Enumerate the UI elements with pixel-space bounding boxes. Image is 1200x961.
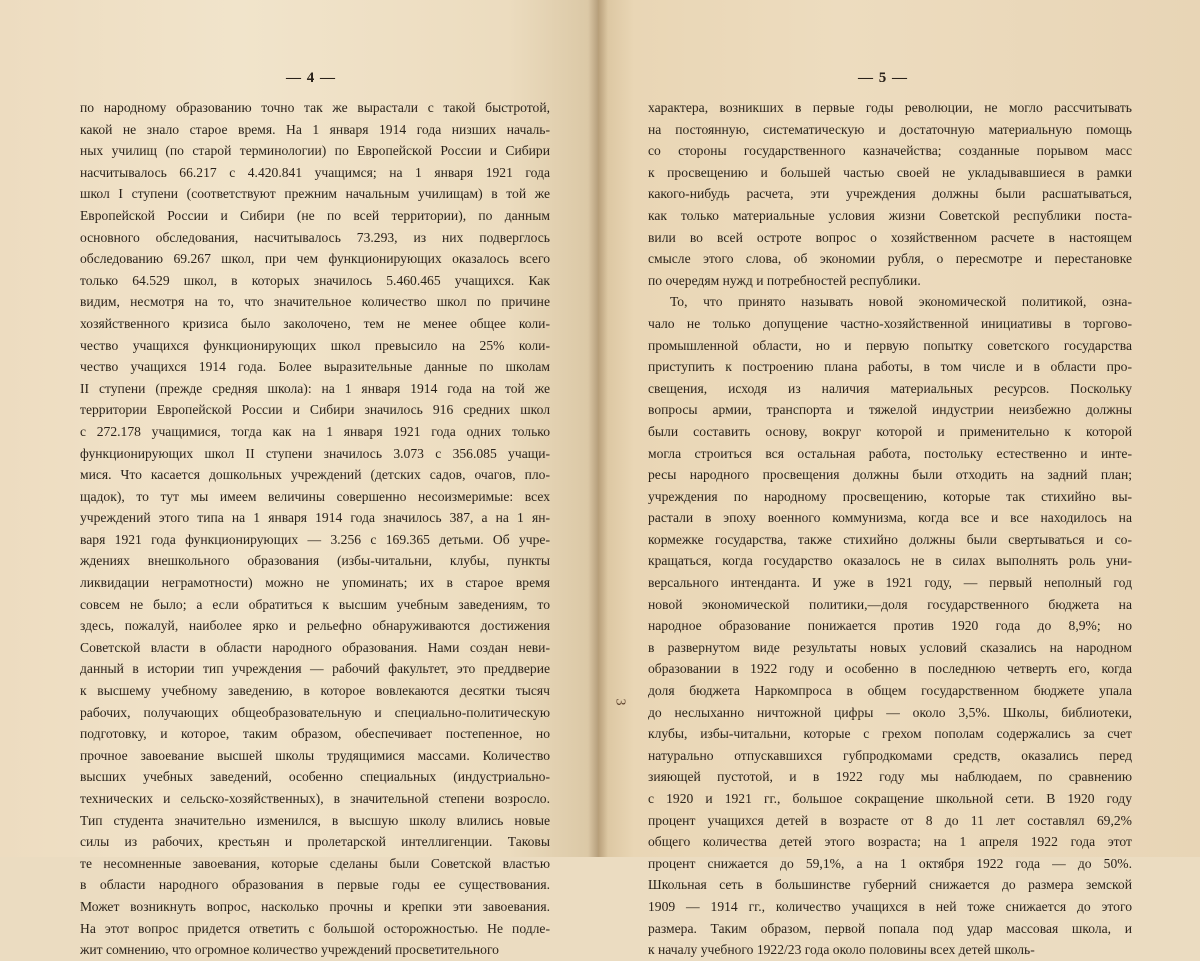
text-line: с 1920 и 1921 гг., большое сокращение школьной сети. В 1920 году	[648, 791, 1132, 806]
text-line: обследованию 69.267 школ, при чем функционирующих оказалось всего	[80, 251, 550, 267]
text-line: жит сомнению, что огромное количество учреждений просветительного	[80, 942, 499, 958]
text-line: к началу учебного 1922/23 года около половины всех детей школь-	[648, 942, 1035, 958]
margin-page-mark: 3	[612, 698, 628, 706]
text-line: функционирующих школ II ступени значилось 3.073 с 356.085 учащи-	[80, 445, 550, 461]
text-line: доля бюджета Наркомпроса в общем государственном бюджете упала	[648, 683, 1132, 699]
left-page-body	[80, 97, 550, 961]
text-line: зияющей пустотой, и в 1922 году мы наблюдаем, по сравнению	[648, 769, 1132, 785]
text-line: какого-нибудь расчета, эти учреждения должны были расшатываться,	[648, 186, 1132, 202]
right-page-number: — 5 —	[858, 70, 908, 86]
text-line: к просвещению и большей частью своей не укладывавшиеся в рамки	[648, 164, 1132, 180]
right-page-body	[648, 97, 1132, 961]
text-line: те несомненные завоевания, которые сделаны были Советской властью	[80, 855, 550, 871]
text-line: школ I ступени (соответствуют прежним начальным училищам) в той же	[80, 186, 550, 202]
text-line: подготовку, и которое, таким образом, обеспечивает постепенное, но	[80, 726, 550, 742]
text-line: силы из рабочих, крестьян и пролетарской интеллигенции. Таковы	[80, 834, 550, 850]
text-line: основного обследования, насчитывалось 73.293, из них подверглось	[80, 229, 550, 245]
text-line: прочное завоевание высшей школы трудящимися массами. Количество	[80, 747, 550, 763]
text-line: ных училищ (по старой терминологии) по Европейской России и Сибири	[80, 143, 550, 159]
text-line: хозяйственного кризиса было заколочено, тем не менее общее коли-	[80, 315, 550, 331]
text-line: размера. Таким образом, первой попала под удар массовая школа, и	[648, 920, 1132, 936]
text-line: как только материальные условия жизни Советской республики поста-	[648, 207, 1132, 223]
text-line: новой экономической политики,—доля государственного бюджета на	[648, 596, 1132, 612]
text-line: натурально отпускавшихся губпродкомами средств, оказались перед	[648, 747, 1132, 763]
text-line: смысле этого слова, об экономии рубля, о пересмотре и перестановке	[648, 251, 1132, 267]
text-line: образовании в 1922 году и особенно в последнюю четверть его, когда	[648, 661, 1132, 677]
text-line: свещения, исходя из наличия материальных ресурсов. Поскольку	[648, 380, 1132, 396]
text-line: мися. Что касается дошкольных учреждений (детских садов, очагов, пло-	[80, 467, 550, 483]
text-line: по народному образованию точно так же вырастали с такой быстротой,	[80, 100, 550, 115]
text-line: процент учащихся детей в возрасте от 8 до 11 лет составлял 69,2%	[648, 812, 1132, 828]
text-line: ждениях внешкольного образования (избы-читальни, клубы, пункты	[80, 553, 550, 569]
text-line: Советской власти в области народного образования. Нами создан неви-	[80, 639, 550, 655]
text-line: Может возникнуть вопрос, насколько прочны и крепки эти завоевания.	[80, 898, 550, 914]
right-page	[598, 0, 1200, 958]
text-line: растали в эпоху военного коммунизма, когда все и все находилось на	[648, 510, 1132, 526]
text-line: вопросы армии, транспорта и тяжелой индустрии неизбежно должны	[648, 402, 1132, 418]
text-line: кормежке государства, также стихийно должны были свертываться и со-	[648, 531, 1132, 547]
text-line: только 64.529 школ, в которых значилось 5.460.465 учащихся. Как	[80, 272, 550, 288]
text-line: клубы, избы-читальни, которые с грехом пополам содержались за счет	[648, 726, 1132, 742]
text-line: могла строиться вся остальная работа, постольку естественно и инте-	[648, 445, 1132, 461]
text-line: Школьная сеть в большинстве губерний снижается до размера земской	[648, 877, 1132, 893]
text-line: ресы народного просвещения должны были отходить на задний план;	[648, 467, 1132, 483]
text-line: с 272.178 учащимися, тогда как на 1 января 1921 года одних только	[80, 423, 550, 439]
text-line: по очередям нужд и потребностей республики.	[648, 272, 921, 288]
text-line: какой не знало старое время. На 1 января 1914 года низших началь-	[80, 121, 550, 137]
text-line: рабочих, получающих общеобразовательную и специально-политическую	[80, 704, 550, 720]
text-line: в области народного образования в первые годы ее существования.	[80, 877, 550, 893]
text-line: народное образование понижается против 1920 года до 8,9%; но	[648, 618, 1132, 634]
text-line: чало не только допущение частно-хозяйственной инициативы в торгово-	[648, 315, 1132, 331]
left-page-number: — 4 —	[286, 70, 336, 86]
left-page	[0, 0, 598, 958]
text-line: процент снижается до 59,1%, а на 1 октября 1922 года — до 50%.	[648, 855, 1132, 871]
text-line: учреждений этого типа на 1 января 1914 года значилось 387, а на 1 ян-	[80, 510, 550, 526]
text-line: версального интенданта. И уже в 1921 году, — первый неполный год	[648, 575, 1132, 591]
text-line: Европейской России и Сибири (не по всей территории), по данным	[80, 207, 550, 223]
text-line: чество учащихся 1914 года. Более выразительные данные по школам	[80, 359, 550, 375]
text-line: приступить к построению плана работы, в том числе и в области про-	[648, 359, 1132, 375]
text-line: На этот вопрос придется ответить с большой осторожностью. Не подле-	[80, 920, 550, 936]
text-line: варя 1921 года функционирующих — 3.256 с 169.365 детьми. Об учре-	[80, 531, 550, 547]
text-line: насчитывалось 66.217 с 4.420.841 учащимся; на 1 января 1921 года	[80, 164, 550, 180]
text-line: чество учащихся функционирующих школ превысило на 25% коли-	[80, 337, 550, 353]
book-gutter	[588, 0, 608, 857]
text-line: высших учебных заведений, особенно специальных (индустриально-	[80, 769, 550, 785]
text-line: на постоянную, систематическую и достаточную материальную помощь	[648, 121, 1132, 137]
text-line: технических и сельско-хозяйственных), в значительной степени возросло.	[80, 791, 550, 806]
text-line: II ступени (прежде средняя школа): на 1 января 1914 года на той же	[80, 380, 550, 396]
text-line: вили во всей остроте вопрос о хозяйственном расчете в настоящем	[648, 229, 1132, 245]
text-line: видим, несмотря на то, что значительное количество школ по причине	[80, 294, 550, 310]
text-line: учреждения по народному просвещению, которые так стихийно вы-	[648, 488, 1132, 504]
text-line: здесь, пожалуй, наиболее ярко и рельефно обнаруживаются достижения	[80, 618, 550, 634]
text-line: Тип студента значительно изменился, в высшую школу влились новые	[80, 812, 550, 828]
text-line: совсем не было; а если обратиться к высшим учебным заведениям, то	[80, 596, 550, 612]
text-line: характера, возникших в первые годы революции, не могло рассчитывать	[648, 100, 1132, 115]
text-line: к высшему учебному заведению, в которое вовлекаются десятки тысяч	[80, 683, 550, 699]
text-line: То, что принято называть новой экономической политикой, озна-	[670, 294, 1132, 310]
text-line: до неслыханно ничтожной цифры — около 3,5%. Школы, библиотеки,	[648, 704, 1132, 720]
text-line: данный в истории тип учреждения — рабочий факультет, это преддверие	[80, 661, 550, 677]
text-line: 1909 — 1914 гг., количество учащихся в ней тоже снижается до этого	[648, 898, 1132, 914]
text-line: в развернутом виде результаты новых условий сказались на народном	[648, 639, 1132, 655]
text-line: со стороны государственного казначейства; созданные порывом масс	[648, 143, 1132, 159]
text-line: общего количества детей этого возраста; на 1 апреля 1922 года этот	[648, 834, 1132, 850]
text-line: щадок), то тут мы имеем величины совершенно несоизмеримые: всех	[80, 488, 550, 504]
text-line: территории Европейской России и Сибири значилось 916 средних школ	[80, 402, 550, 418]
text-line: ликвидации неграмотности) можно не упоминать; их в старое время	[80, 575, 550, 591]
text-line: кращаться, когда государство оказалось не в силах выполнять роль уни-	[648, 553, 1132, 569]
text-line: были составить основу, вокруг которой и применительно к которой	[648, 423, 1132, 439]
text-line: промышленной области, но и первую попытку советского государства	[648, 337, 1132, 353]
